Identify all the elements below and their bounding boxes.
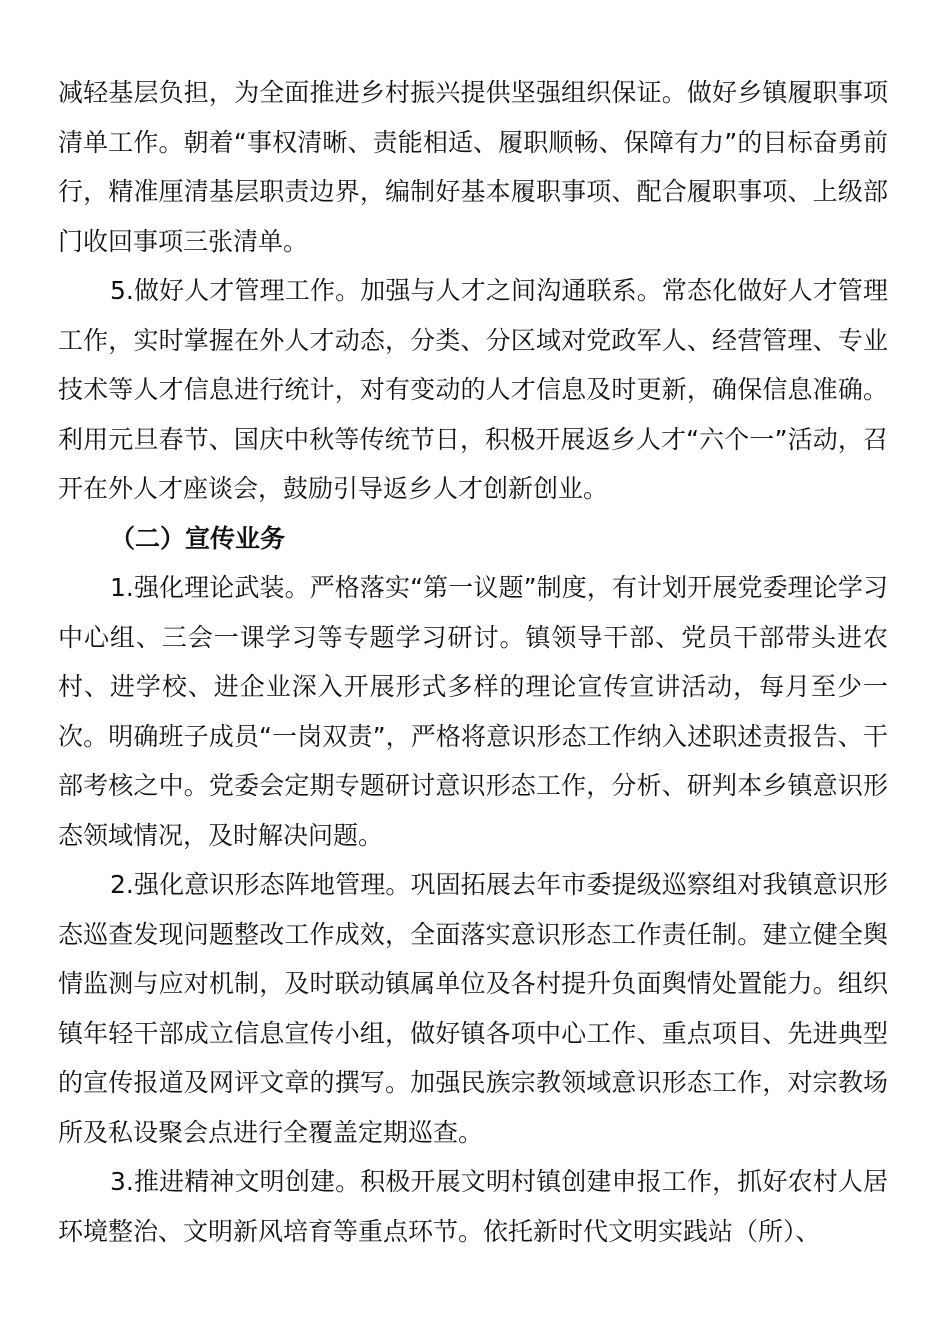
paragraph-talent-management: 5.做好人才管理工作。加强与人才之间沟通联系。常态化做好人才管理工作，实时掌握在外人才动态，分类、分区域对党政军人、经营管理、专业技术等人才信息进行统计，对有变动的人才信息及时更新，确保信息准确。利用元旦春节、国庆中秋等传统节日，积极开展返乡人才“六个一”活动，召开在外人才座谈会，鼓励引导返乡人才创新创业。: [58, 276, 889, 503]
section-heading-publicity: （二）宣传业务: [110, 523, 286, 553]
document-body: [58, 68, 888, 1256]
paragraph-civilization-building: 3.推进精神文明创建。积极开展文明村镇创建申报工作，抓好农村人居环境整治、文明新风培育等重点环节。依托新时代文明实践站（所）、: [58, 1167, 888, 1246]
paragraph-continuation: 减轻基层负担，为全面推进乡村振兴提供坚强组织保证。做好乡镇履职事项清单工作。朝着“事权清晰、责能相适、履职顺畅、保障有力”的目标奋勇前行，精准厘清基层职责边界，编制好基本履职事项、配合履职事项、上级部门收回事项三张清单。: [58, 78, 888, 256]
paragraph-ideology-position: 2.强化意识形态阵地管理。巩固拓展去年市委提级巡察组对我镇意识形态巡查发现问题整改工作成效，全面落实意识形态工作责任制。建立健全舆情监测与应对机制，及时联动镇属单位及各村提升负面舆情处置能力。组织镇年轻干部成立信息宣传小组，做好镇各项中心工作、重点项目、先进典型的宣传报道及网评文章的撰写。加强民族宗教领域意识形态工作，对宗教场所及私设聚会点进行全覆盖定期巡查。: [58, 870, 888, 1147]
paragraph-theory-arming: 1.强化理论武装。严格落实“第一议题”制度，有计划开展党委理论学习中心组、三会一课学习等专题学习研讨。镇领导干部、党员干部带头进农村、进学校、进企业深入开展形式多样的理论宣传宣讲活动，每月至少一次。明确班子成员“一岗双责”，严格将意识形态工作纳入述职述责报告、干部考核之中。党委会定期专题研讨意识形态工作，分析、研判本乡镇意识形态领域情况，及时解决问题。: [58, 573, 888, 850]
